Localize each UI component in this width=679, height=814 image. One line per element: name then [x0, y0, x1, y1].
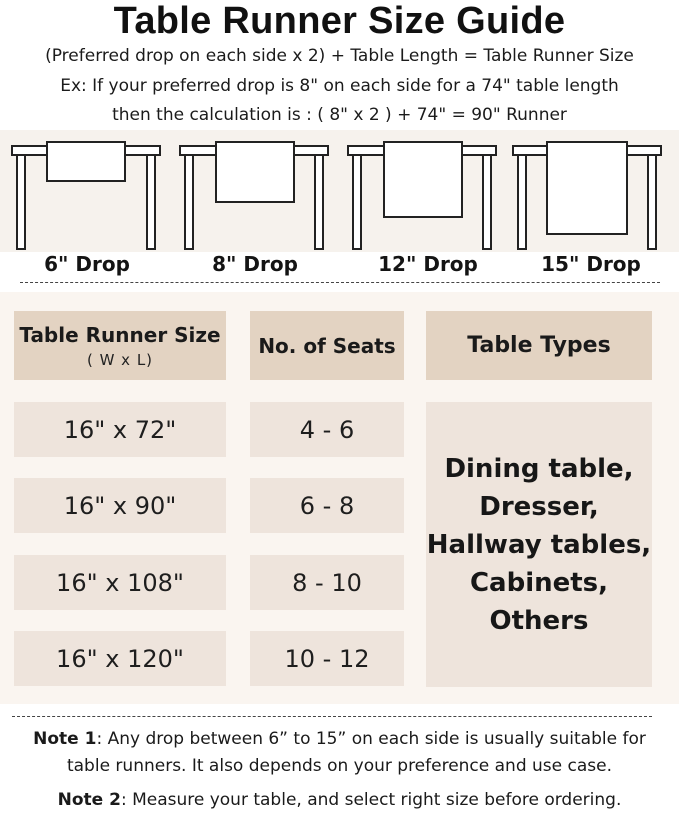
header-runner-size	[14, 311, 226, 380]
example-line-2: then the calculation is : ( 8" x 2 ) + 74" = 90" Runner	[112, 105, 567, 125]
divider-bottom	[12, 716, 652, 717]
size-cell-1: 16" x 72"	[14, 402, 226, 457]
size-cell-3: 16" x 108"	[14, 555, 226, 610]
table-type-item: Cabinets,	[469, 567, 609, 598]
header-seats-label: No. of Seats	[258, 333, 396, 358]
divider-top	[20, 282, 660, 283]
size-cell-2: 16" x 90"	[14, 478, 226, 533]
seats-cell-2: 6 - 8	[250, 478, 404, 533]
runner-12-drop	[384, 142, 462, 217]
header-table-types	[426, 311, 652, 380]
seats-cell-3: 8 - 10	[250, 555, 404, 610]
page-title: Table Runner Size Guide	[113, 0, 566, 42]
header-table-types-label: Table Types	[467, 332, 611, 358]
table-type-item: Others	[489, 605, 589, 636]
note-1-text: : Any drop between 6” to 15” on each side is usually suitable for	[96, 729, 646, 749]
note-2-label: Note 2	[57, 790, 121, 810]
runner-15-drop	[547, 142, 627, 234]
header-runner-size-label: Table Runner Size	[19, 322, 221, 347]
table-type-item: Dining table,	[444, 453, 634, 484]
seats-cell-4: 10 - 12	[250, 631, 404, 686]
drop-label-12: 12" Drop	[378, 252, 478, 276]
drop-label-6: 6" Drop	[44, 252, 130, 276]
runner-6-drop	[47, 142, 125, 181]
runner-8-drop	[216, 142, 294, 202]
note-2	[0, 787, 679, 814]
header-runner-size-sub: ( W x L)	[86, 350, 154, 369]
table-6-drop-illustration	[10, 140, 164, 250]
drop-label-15: 15" Drop	[541, 252, 641, 276]
table-type-item: Hallway tables,	[426, 529, 652, 560]
drop-label-8: 8" Drop	[212, 252, 298, 276]
note-1-line-1	[0, 726, 679, 753]
table-12-drop-illustration	[346, 140, 500, 250]
size-cell-4: 16" x 120"	[14, 631, 226, 686]
table-15-drop-illustration	[511, 140, 665, 250]
example-line-1: Ex: If your preferred drop is 8" on each side for a 74" table length	[60, 76, 619, 96]
table-type-item: Dresser,	[479, 491, 599, 522]
note-1-line-2: table runners. It also depends on your preference and use case.	[66, 756, 613, 776]
table-8-drop-illustration	[178, 140, 332, 250]
table-types-cell	[426, 402, 652, 687]
header-seats	[250, 311, 404, 380]
note-1-label: Note 1	[33, 729, 97, 749]
seats-cell-1: 4 - 6	[250, 402, 404, 457]
formula-text: (Preferred drop on each side x 2) + Table Length = Table Runner Size	[45, 46, 634, 66]
note-2-text: : Measure your table, and select right size before ordering.	[120, 790, 622, 810]
